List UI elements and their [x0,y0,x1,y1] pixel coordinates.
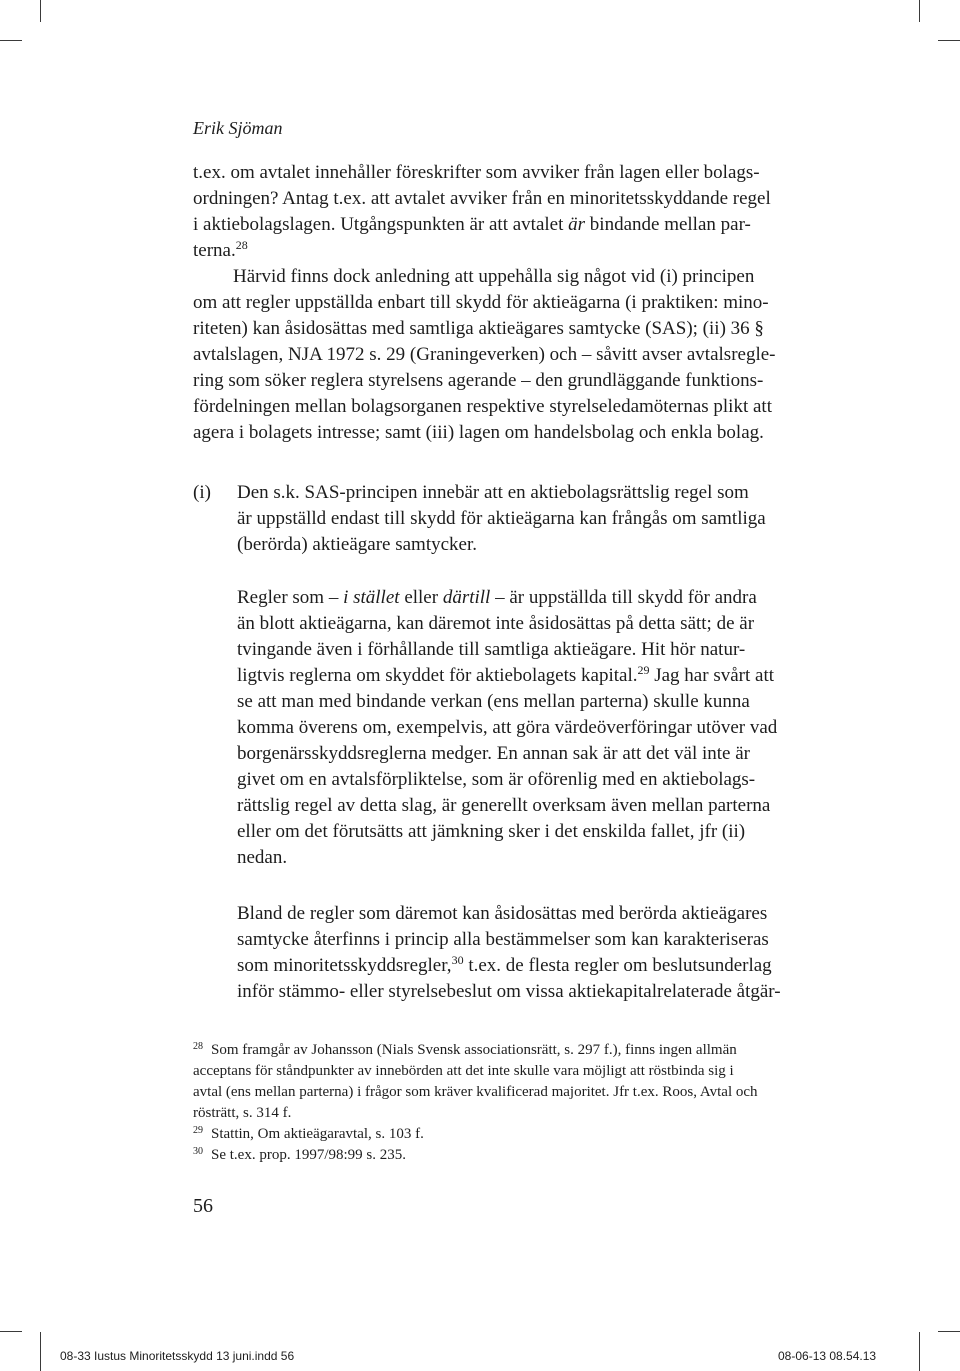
footnote-text: rösträtt, s. 314 f. [193,1105,292,1121]
footnote-ref: 30 [451,953,464,967]
paragraph-intro [193,160,799,264]
text-line: i aktiebolagslagen. Utgångspunkten är att avtalet är bindande mellan par- [193,214,751,235]
text-line: riteten) kan åsidosättas med samtliga aktieägares samtycke (SAS); (ii) 36 § [193,318,764,339]
text-line: som minoritetsskyddsregler,$^{30}$ t.ex. de flesta regler om beslutsunderlag [237,953,772,976]
text-line: samtycke återfinns i princip alla bestämmelser som kan karakteriseras [237,929,769,950]
paragraph-rules [237,585,799,871]
paragraph-principles [193,264,799,446]
text-line: nedan. [237,847,288,868]
text-line: ordningen? Antag t.ex. att avtalet avviker från en minoritetsskyddande regel [193,188,771,209]
text-line: (berörda) aktieägare samtycker. [237,534,478,555]
slug-filename: 08-33 Iustus Minoritetsskydd 13 juni.indd 56 [60,1349,295,1363]
text-line: om att regler uppställda enbart till skydd för aktieägarna (i praktiken: mino- [193,292,769,313]
text-line: tvingande även i förhållande till samtliga aktieägare. Hit hör natur- [237,639,746,660]
footnote-ref: 29 [637,663,650,677]
text-line: givet om en avtalsförpliktelse, som är oförenlig med en aktiebolags- [237,769,756,790]
text-line: är uppställd endast till skydd för aktieägarna kan frångås om samtliga [237,508,766,529]
crop-mark [919,0,920,22]
slug-timestamp: 08-06-13 08.54.13 [778,1349,877,1363]
crop-mark [919,1332,920,1371]
list-item-label: (i) [193,482,211,503]
text-line: se att man med bindande verkan (ens mellan parterna) skulle kunna [237,691,750,712]
crop-mark [0,40,22,41]
text-line: Bland de regler som däremot kan åsidosättas med berörda aktieägares [237,903,768,924]
text-line: avtalslagen, NJA 1972 s. 29 (Graningeverken) och – såvitt avser avtalsregle- [193,344,776,365]
text-line: terna.$^{28}$ [193,238,248,261]
text-line: än blott aktieägarna, kan däremot inte åsidosättas på detta sätt; de är [237,613,755,634]
text-line: agera i bolagets intresse; samt (iii) lagen om handelsbolag och enkla bolag. [193,422,764,443]
text-line: Den s.k. SAS-principen innebär att en aktiebolagsrättslig regel som [237,482,749,503]
text-line: t.ex. om avtalet innehåller föreskrifter som avviker från lagen eller bolags- [193,162,760,183]
paragraph-minority-rules [237,901,799,1005]
text-line: Härvid finns dock anledning att uppehålla sig något vid (i) principen [233,266,755,287]
crop-mark [0,1331,22,1332]
page-number: 56 [193,1195,213,1217]
text-line: fördelningen mellan bolagsorganen respektive styrelseledamöternas plikt att [193,396,772,417]
text-line: inför stämmo- eller styrelsebeslut om vissa aktiekapitalrelaterade åtgär- [237,981,781,1002]
crop-mark [938,1331,960,1332]
text-line: komma överens om, exempelvis, att göra värdeöverföringar utöver vad [237,717,778,738]
footnote-text: acceptans för ståndpunkter av innebörden att det inte skulle vara möjligt att röstbinda sig i [193,1063,734,1079]
crop-mark [938,40,960,41]
footnote-ref: 28 [235,238,248,252]
list-item-text [237,480,799,558]
text-line: ring som söker reglera styrelsens agerande – den grundläggande funktions- [193,370,764,391]
text-line: ligtvis reglerna om skyddet för aktiebolagets kapital.$^{29}$ Jag har svårt att [237,663,774,686]
text-line: Regler som – i stället eller därtill – är uppställda till skydd för andra [237,587,757,608]
text-line: eller om det förutsätts att jämkning sker i det enskilda fallet, jfr (ii) [237,821,746,842]
footnote-29: $^{29}$ Stattin, Om aktieägaravtal, s. 103 f. [193,1125,424,1142]
footnote-text: avtal (ens mellan parterna) i frågor som kräver kvalificerad majoritet. Jfr t.ex. Roos, Avtal och [193,1084,758,1100]
text-line: rättslig regel av detta slag, är generellt overksam även mellan parterna [237,795,771,816]
footnote-30: $^{30}$ Se t.ex. prop. 1997/98:99 s. 235. [193,1146,406,1163]
crop-mark [40,1332,41,1371]
footnote-28: $^{28}$ Som framgår av Johansson (Nials Svensk associationsrätt, s. 297 f.), finns ingen allmän [193,1041,737,1058]
running-header: Erik Sjöman [193,118,283,138]
text-line: borgenärsskyddsreglerna medger. En annan sak är att det väl inte är [237,743,750,764]
footnotes [193,1040,799,1166]
crop-mark [40,0,41,22]
